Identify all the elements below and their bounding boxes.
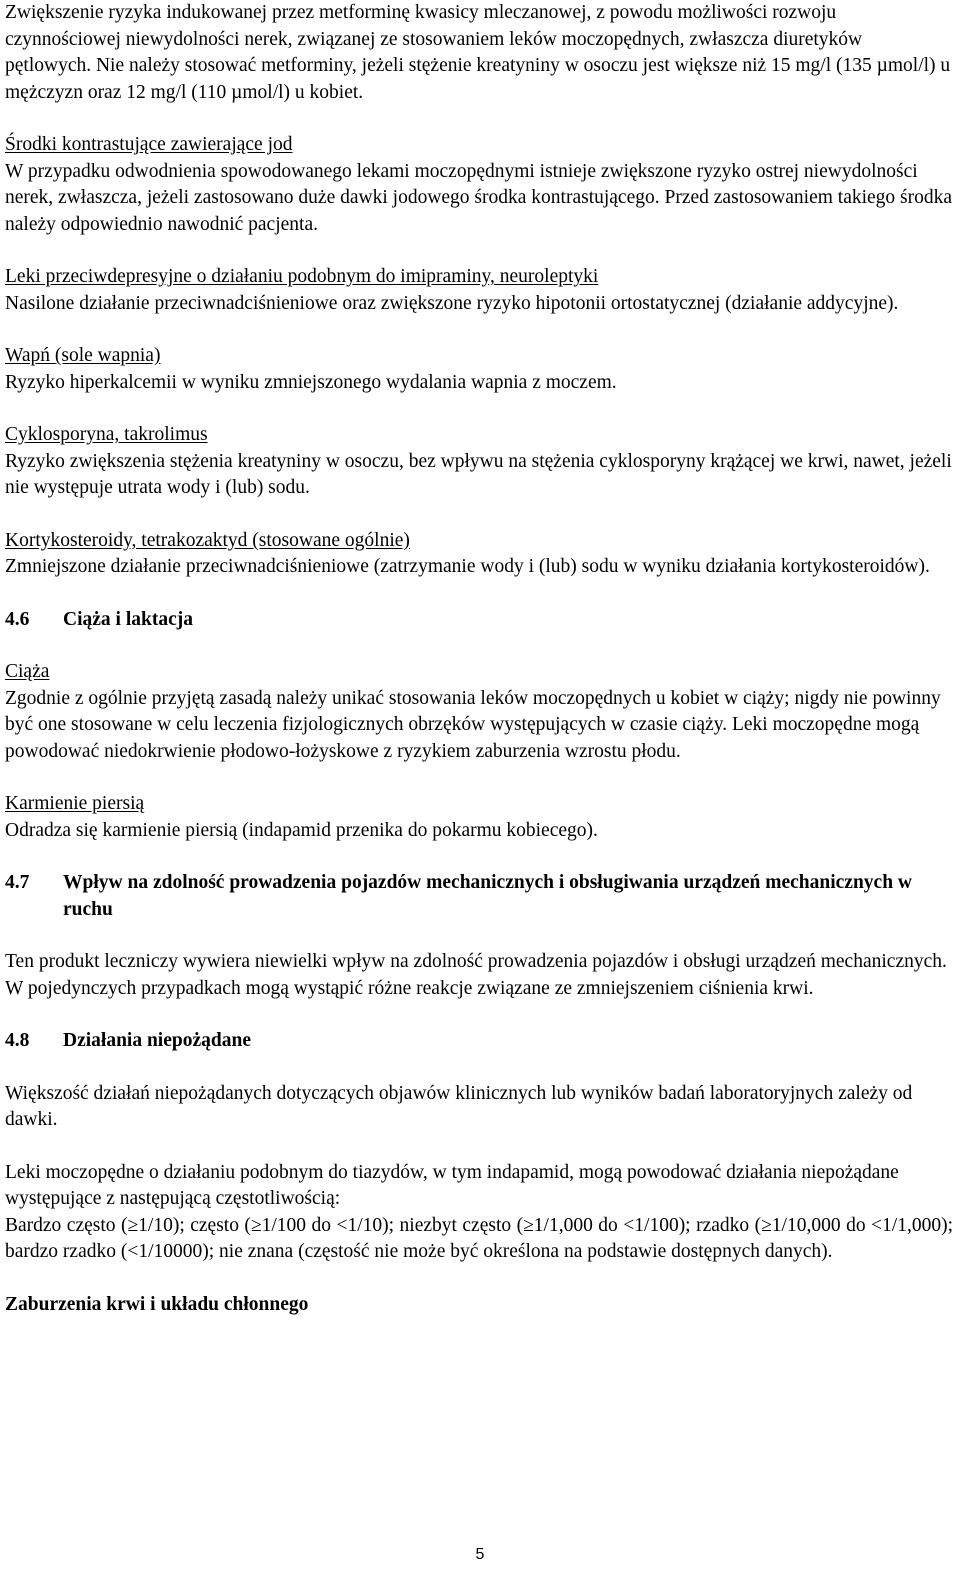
- section-number: 4.7: [5, 872, 30, 893]
- interaction-text-contrast: W przypadku odwodnienia spowodowanego lekami moczopędnymi istnieje zwiększone ryzyko ostrej niewydolności nerek, zwłaszcza, jeżeli zastosowano duże dawki jodowego środka kontrastującego. Przed zastosowaniem takiego środka należy odpowiednio nawodnić pacjenta.: [5, 160, 953, 235]
- document-page: [5, 0, 953, 1318]
- section-heading-4-8: [5, 1028, 953, 1055]
- intro-paragraph: Zwiększenie ryzyka indukowanej przez metforminę kwasicy mleczanowej, z powodu możliwości rozwoju czynnościowej niewydolności nerek, związanej ze stosowaniem leków moczopędnych, zwłaszcza diuretyków pętlowych. Nie należy stosować metforminy, jeżeli stężenie kreatyniny w osoczu jest większe niż 15 mg/l (135 µmol/l) u mężczyzn oraz 12 mg/l (110 µmol/l) u kobiet.: [5, 2, 951, 103]
- breastfeeding-heading: Karmienie piersią: [5, 793, 145, 814]
- section-number: 4.8: [5, 1030, 30, 1051]
- blood-disorders-heading: Zaburzenia krwi i układu chłonnego: [5, 1293, 309, 1315]
- section-title: Ciąża i laktacja: [63, 608, 193, 630]
- pregnancy-heading: Ciąża: [5, 661, 50, 682]
- section-heading-4-7: [5, 870, 953, 923]
- frequency-definitions: Bardzo często (≥1/10); często (≥1/100 do <1/10); niezbyt często (≥1/1,000 do <1/100); rzadko (≥1/10,000 do <1/1,000); bardzo rzadko (<1/10000); nie znana (częstość nie może być określona na podstawie dostępnych danych).: [5, 1214, 953, 1262]
- interaction-heading-cyclosporine: Cyklosporyna, takrolimus: [5, 424, 208, 445]
- adverse-paragraph-2: Leki moczopędne o działaniu podobnym do tiazydów, w tym indapamid, mogą powodować działania niepożądane występujące z następującą częstotliwością:: [5, 1161, 899, 1209]
- interaction-text-calcium: Ryzyko hiperkalcemii w wyniku zmniejszonego wydalania wapnia z moczem.: [5, 371, 617, 393]
- interaction-text-corticosteroids: Zmniejszone działanie przeciwnadciśnieniowe (zatrzymanie wody i (lub) sodu w wyniku działania kortykosteroidów).: [5, 556, 930, 577]
- page-number: 5: [475, 1546, 485, 1563]
- pregnancy-text: Zgodnie z ogólnie przyjętą zasadą należy unikać stosowania leków moczopędnych u kobiet w ciąży; nigdy nie powinny być one stosowane w celu leczenia fizjologicznych obrzęków występujących w czasie ciąży. Leki moczopędne mogą powodować niedokrwienie płodowo-łożyskowe z ryzykiem zaburzenia wzrostu płodu.: [5, 687, 941, 762]
- interaction-text-antidepressants: Nasilone działanie przeciwnadciśnieniowe oraz zwiększone ryzyko hipotonii ortostatycznej (działanie addycyjne).: [5, 292, 899, 314]
- section-heading-4-6: [5, 607, 953, 634]
- section-number: 4.6: [5, 608, 30, 630]
- interaction-text-cyclosporine: Ryzyko zwiększenia stężenia kreatyniny w osoczu, bez wpływu na stężenia cyklosporyny krążącej we krwi, nawet, jeżeli nie występuje utrata wody i (lub) sodu.: [5, 450, 952, 498]
- interaction-heading-contrast: Środki kontrastujące zawierające jod: [5, 134, 293, 155]
- interaction-heading-corticosteroids: Kortykosteroidy, tetrakozaktyd (stosowane ogólnie): [5, 529, 410, 551]
- interaction-heading-antidepressants: Leki przeciwdepresyjne o działaniu podobnym do imipraminy, neuroleptyki: [5, 266, 599, 287]
- section-title: Działania niepożądane: [63, 1030, 251, 1051]
- adverse-paragraph-1: Większość działań niepożądanych dotyczących objawów klinicznych lub wyników badań laboratoryjnych zależy od dawki.: [5, 1082, 913, 1130]
- interaction-heading-calcium: Wapń (sole wapnia): [5, 345, 161, 366]
- driving-text: Ten produkt leczniczy wywiera niewielki wpływ na zdolność prowadzenia pojazdów i obsługi urządzeń mechanicznych. W pojedynczych przypadkach mogą wystąpić różne reakcje związane ze zmniejszeniem ciśnienia krwi.: [5, 951, 947, 999]
- section-title: Wpływ na zdolność prowadzenia pojazdów mechanicznych i obsługiwania urządzeń mechanicznych w ruchu: [63, 872, 913, 920]
- breastfeeding-text: Odradza się karmienie piersią (indapamid przenika do pokarmu kobiecego).: [5, 819, 598, 841]
